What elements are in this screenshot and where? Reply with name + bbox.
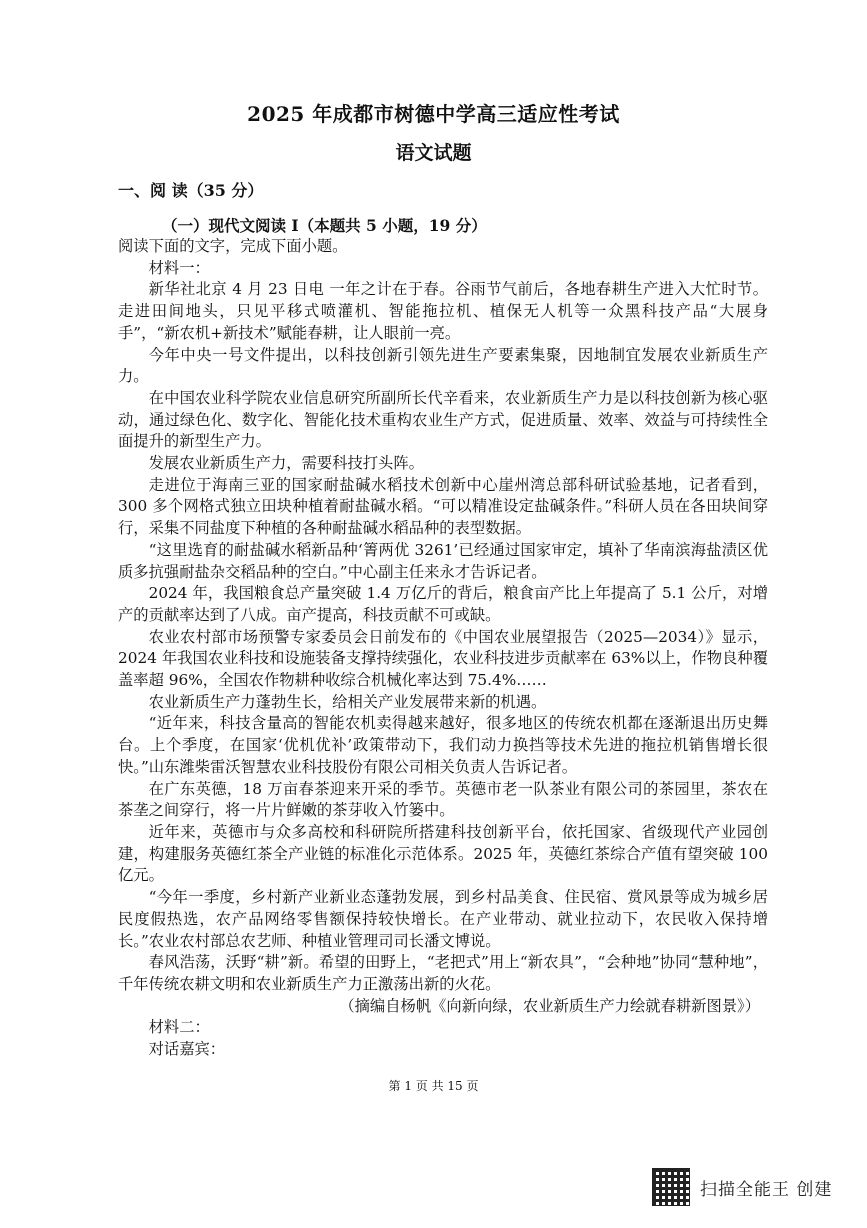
paragraph: 春风浩荡，沃野“耕”新。希望的田野上，“老把式”用上“新农具”，“会种地”协同“慧种地”，千年传统农耕文明和农业新质生产力正激荡出新的火花。 bbox=[118, 953, 768, 993]
paragraph: 今年中央一号文件提出，以科技创新引领先进生产要素集聚，因地制宜发展农业新质生产力。 bbox=[118, 345, 768, 386]
paragraph: 农业农村部市场预警专家委员会日前发布的《中国农业展望报告（2025—2034）》显示，2024 年我国农业科技和设施装备支撑持续强化，农业科技进步贡献率在 63%以上，作物良种覆盖率超 96%，全国农作物耕种收综合机械化率达到 75.4%…… bbox=[118, 627, 768, 690]
qr-code-icon bbox=[652, 1168, 690, 1206]
section-heading: 一、阅 读（35 分） bbox=[118, 181, 264, 200]
paragraph: “近年来，科技含量高的智能农机卖得越来越好，很多地区的传统农机都在逐渐退出历史舞台。上个季度，在国家‘优机优补’政策带动下，我们动力换挡等技术先进的拖拉机销售增长很快。”山东潍柴雷沃智慧农业科技股份有限公司相关负责人告诉记者。 bbox=[118, 714, 768, 776]
subsection-heading: （一）现代文阅读 I（本题共 5 小题，19 分） bbox=[162, 216, 487, 235]
paragraph: 对话嘉宾： bbox=[148, 1040, 226, 1059]
page-number: 第 1 页 共 15 页 bbox=[388, 1079, 479, 1093]
paragraph: “今年一季度，乡村新产业新业态蓬勃发展，到乡村品美食、住民宿、赏风景等成为城乡居民度假热选，农产品网络零售额保持较快增长。在产业带动、就业拉动下，农民收入保持增长。”农业农村部总农艺师、种植业管理司司长潘文博说。 bbox=[118, 888, 768, 950]
paragraph: 农业新质生产力蓬勃生长，给相关产业发展带来新的机遇。 bbox=[148, 692, 547, 711]
paragraph: 在广东英德，18 万亩春茶迎来开采的季节。英德市老一队茶业有限公司的茶园里，茶农在茶垄之间穿行，将一片片鲜嫩的茶芽收入竹篓中。 bbox=[118, 779, 768, 820]
paragraph: 材料一： bbox=[148, 258, 210, 277]
exam-title: 2025 年成都市树德中学高三适应性考试 bbox=[247, 102, 620, 126]
paragraph: 走进位于海南三亚的国家耐盐碱水稻技术创新中心崖州湾总部科研试验基地，记者看到，300 多个网格式独立田块种植着耐盐碱水稻。“可以精准设定盐碱条件。”科研人员在各田块间穿行，采集不同盐度下种植的各种耐盐碱水稻品种的表型数据。 bbox=[118, 475, 768, 538]
source-citation: （摘编自杨帆《向新向绿，农业新质生产力绘就春耕新图景》） bbox=[339, 996, 760, 1015]
reading-passage bbox=[118, 236, 768, 1061]
paragraph: 2024 年，我国粮食总产量突破 1.4 万亿斤的背后，粮食亩产比上年提高了 5.1 公斤，对增产的贡献率达到了八成。亩产提高，科技贡献不可或缺。 bbox=[118, 584, 768, 624]
paragraph: 发展农业新质生产力，需要科技打头阵。 bbox=[148, 454, 424, 473]
watermark-text: 扫描全能王 创建 bbox=[700, 1179, 833, 1200]
paragraph: 阅读下面的文字，完成下面小题。 bbox=[118, 237, 348, 255]
paragraph: 材料二： bbox=[148, 1018, 210, 1037]
exam-subtitle: 语文试题 bbox=[395, 142, 472, 164]
paragraph: 近年来，英德市与众多高校和科研院所搭建科技创新平台，依托国家、省级现代产业园创建，构建服务英德红茶全产业链的标准化示范体系。2025 年，英德红茶综合产值有望突破 100 亿元。 bbox=[118, 822, 768, 885]
paragraph: 在中国农业科学院农业信息研究所副所长代辛看来，农业新质生产力是以科技创新为核心驱动，通过绿色化、数字化、智能化技术重构农业生产方式，促进质量、效率、效益与可持续性全面提升的新型生产力。 bbox=[118, 388, 768, 451]
paragraph: “这里选育的耐盐碱水稻新品种‘箐两优 3261’已经通过国家审定，填补了华南滨海盐渍区优质多抗强耐盐杂交稻品种的空白。”中心副主任来永才告诉记者。 bbox=[118, 540, 768, 581]
scanner-watermark bbox=[652, 1168, 832, 1206]
paragraph: 新华社北京 4 月 23 日电 一年之计在于春。谷雨节气前后，各地春耕生产进入大忙时节。走进田间地头，只见平移式喷灌机、智能拖拉机、植保无人机等一众黑科技产品“大展身手”，“新农机+新技术”赋能春耕，让人眼前一亮。 bbox=[118, 280, 768, 342]
